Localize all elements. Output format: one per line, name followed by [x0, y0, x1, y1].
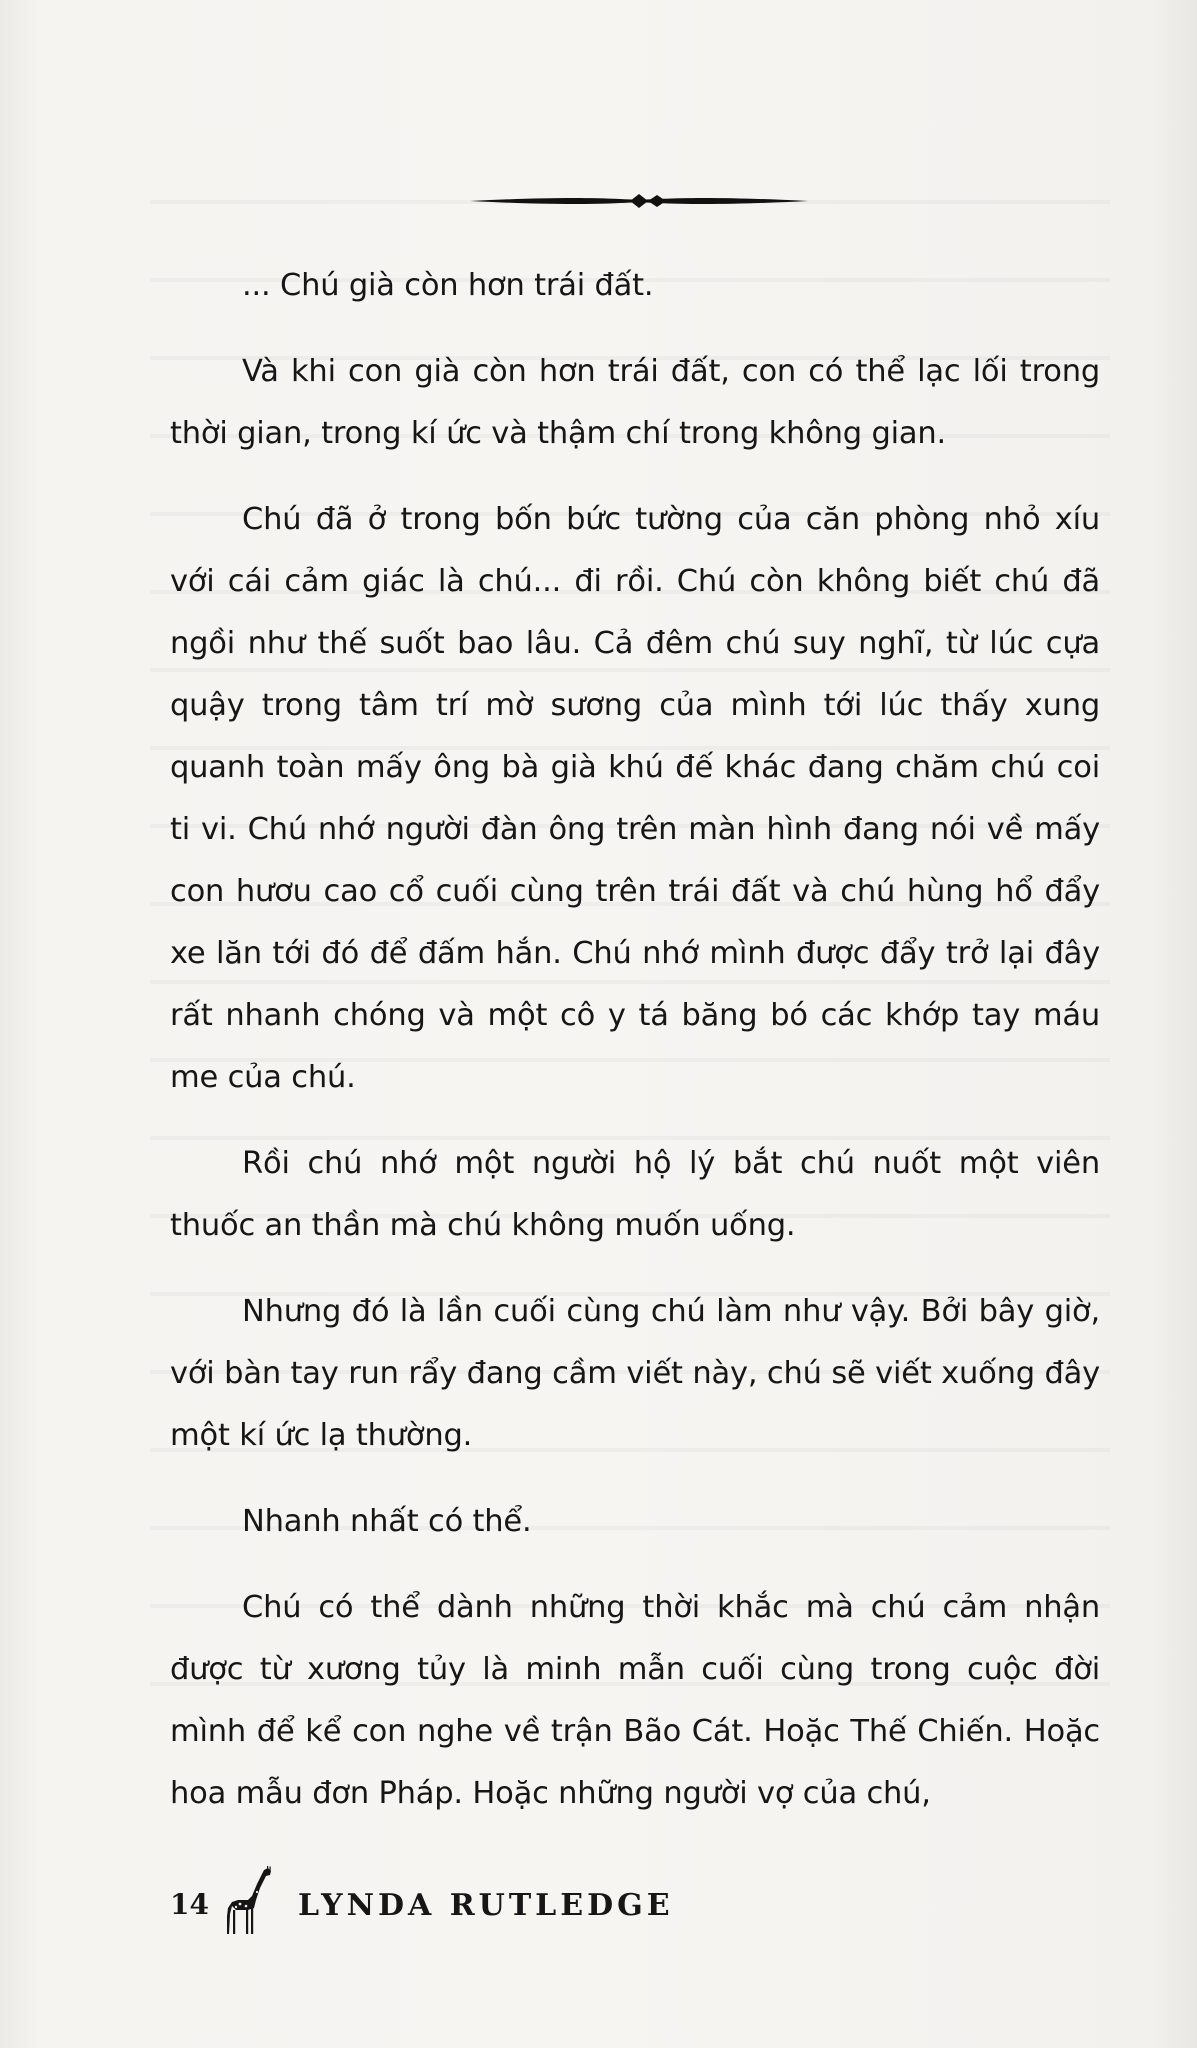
ornament-divider-icon [470, 188, 808, 214]
paragraph: Chú đã ở trong bốn bức tường của căn phòng nhỏ xíu với cái cảm giác là chú... đi rồi. Chú còn không biết chú đã ngồi như thế suốt bao lâu. Cả đêm chú suy nghĩ, từ lúc cựa quậy trong tâm trí mờ sương của mình tới lúc thấy xung quanh toàn mấy ông bà già khú đế khác đang chăm chú coi ti vi. Chú nhớ người đàn ông trên màn hình đang nói về mấy con hươu cao cổ cuối cùng trên trái đất và chú hùng hổ đẩy xe lăn tới đó để đấm hắn. Chú nhớ mình được đẩy trở lại đây rất nhanh chóng và một cô y tá băng bó các khớp tay máu me của chú. [170, 502, 1100, 1095]
paragraph: Nhưng đó là lần cuối cùng chú làm như vậy. Bởi bây giờ, với bàn tay run rẩy đang cầm viết này, chú sẽ viết xuống đây một kí ức lạ thường. [170, 1294, 1100, 1453]
page-footer [170, 1880, 790, 1940]
paragraph: Chú có thể dành những thời khắc mà chú cảm nhận được từ xương tủy là minh mẫn cuối cùng trong cuộc đời mình để kể con nghe về trận Bão Cát. Hoặc Thế Chiến. Hoặc hoa mẫu đơn Pháp. Hoặc những người vợ của chú, [170, 1590, 1100, 1811]
paragraph: ... Chú già còn hơn trái đất. [242, 268, 654, 303]
author-name: LYNDA RUTLEDGE [298, 1888, 674, 1923]
paragraph: Và khi con già còn hơn trái đất, con có thể lạc lối trong thời gian, trong kí ức và thậm chí trong không gian. [170, 354, 1100, 451]
body-text [170, 255, 1100, 1825]
paragraph: Rồi chú nhớ một người hộ lý bắt chú nuốt một viên thuốc an thần mà chú không muốn uống. [170, 1146, 1100, 1243]
paragraph: Nhanh nhất có thể. [242, 1504, 532, 1539]
giraffe-icon [224, 1866, 276, 1938]
page-number: 14 [170, 1888, 209, 1921]
